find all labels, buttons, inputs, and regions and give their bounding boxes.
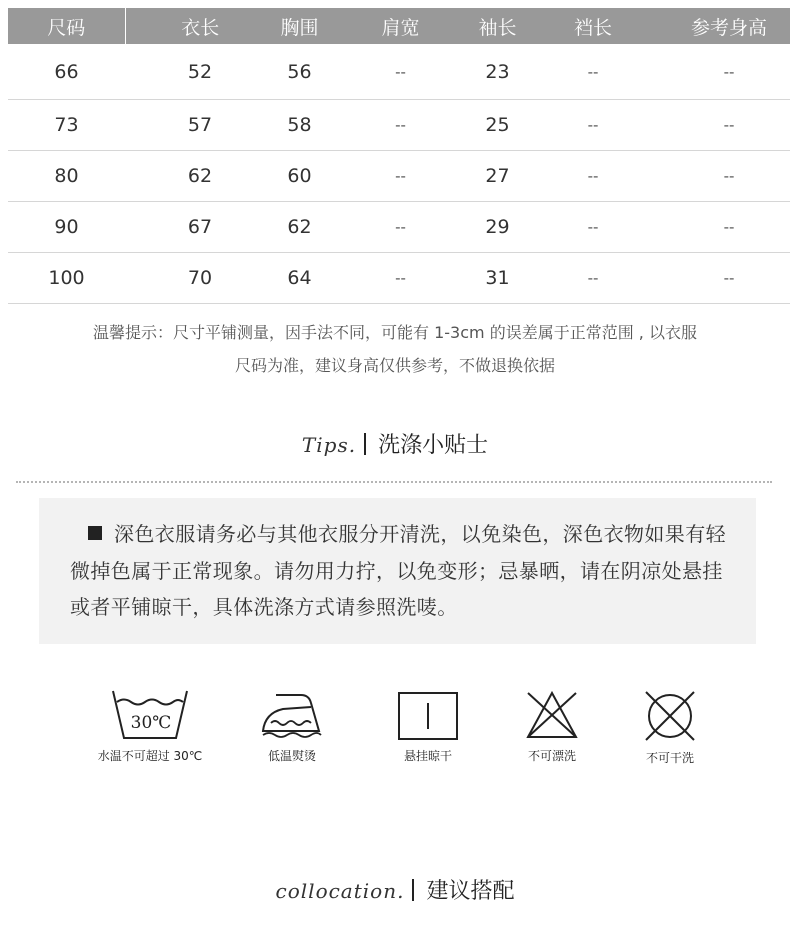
- table-cell: 57: [125, 100, 275, 151]
- table-cell: 62: [125, 151, 275, 202]
- table-cell: 67: [125, 202, 275, 253]
- header-height: 参考身高: [690, 16, 767, 39]
- table-cell: 100: [8, 253, 125, 304]
- wash-temp-text: 30℃: [130, 713, 172, 733]
- table-cell: --: [668, 202, 790, 253]
- size-table: [8, 8, 790, 304]
- table-cell: --: [324, 202, 477, 253]
- table-cell: 70: [125, 253, 275, 304]
- size-note: [0, 316, 790, 382]
- table-cell: --: [324, 151, 477, 202]
- table-cell: --: [668, 253, 790, 304]
- care-icon-label: 不可漂洗: [527, 749, 576, 763]
- table-row: [8, 100, 790, 151]
- care-instructions-box: [39, 498, 756, 644]
- collocation-script-text: collocation.: [275, 879, 405, 903]
- table-cell: 23: [477, 44, 518, 100]
- header-length: 衣长: [181, 16, 220, 39]
- collocation-heading: [0, 874, 790, 905]
- care-icon-label: 水温不可超过 30℃: [97, 749, 203, 763]
- table-cell: --: [668, 100, 790, 151]
- table-cell: 90: [8, 202, 125, 253]
- table-cell: 25: [477, 100, 518, 151]
- table-cell: --: [518, 253, 668, 304]
- table-cell: 58: [275, 100, 324, 151]
- table-cell: --: [668, 44, 790, 100]
- care-icon-iron: [247, 691, 337, 764]
- size-table-header: [8, 8, 790, 44]
- table-cell: 52: [125, 44, 275, 100]
- no-dry-clean-icon: [642, 689, 698, 743]
- wash-30-icon: [111, 689, 189, 741]
- table-cell: --: [518, 151, 668, 202]
- table-cell: 56: [275, 44, 324, 100]
- care-icon-label: 不可干洗: [645, 751, 694, 765]
- table-cell: --: [324, 44, 477, 100]
- table-cell: 29: [477, 202, 518, 253]
- table-row: [8, 202, 790, 253]
- table-cell: --: [324, 253, 477, 304]
- table-cell: 73: [8, 100, 125, 151]
- header-chest: 胸围: [280, 16, 319, 39]
- heading-divider: [412, 879, 414, 901]
- table-cell: --: [518, 202, 668, 253]
- table-cell: 31: [477, 253, 518, 304]
- care-icon-bleach: [512, 689, 592, 764]
- dotted-divider: [16, 481, 772, 483]
- hang-dry-icon: [397, 691, 459, 741]
- care-icon-label: 悬挂晾干: [403, 749, 452, 763]
- table-cell: 27: [477, 151, 518, 202]
- table-cell: --: [518, 44, 668, 100]
- table-cell: --: [518, 100, 668, 151]
- table-cell: 62: [275, 202, 324, 253]
- care-icon-dryclean: [630, 689, 710, 766]
- table-cell: 66: [8, 44, 125, 100]
- collocation-title: 建议搭配: [426, 879, 515, 904]
- square-bullet-icon: [88, 526, 102, 540]
- table-cell: 60: [275, 151, 324, 202]
- size-note-line: 温馨提示：尺寸平铺测量，因手法不同，可能有 1-3cm 的误差属于正常范围 , 以衣服: [93, 323, 697, 342]
- no-bleach-icon: [524, 689, 580, 741]
- tips-heading: [0, 428, 790, 459]
- table-row: [8, 253, 790, 304]
- tips-script-text: Tips.: [301, 433, 357, 457]
- table-cell: --: [668, 151, 790, 202]
- size-note-line: 尺码为准，建议身高仅供参考，不做退换依据: [234, 356, 555, 375]
- tips-title: 洗涤小贴士: [378, 433, 489, 458]
- table-cell: --: [324, 100, 477, 151]
- header-shoulder: 肩宽: [381, 16, 420, 39]
- care-text: 深色衣服请务必与其他衣服分开清洗，以免染色，深色衣物如果有轻微掉色属于正常现象。请勿用力拧，以免变形；忌暴晒，请在阴凉处悬挂或者平铺晾干，具体洗涤方式请参照洗唛。: [70, 522, 726, 619]
- header-crotch: 裆长: [573, 16, 612, 39]
- table-cell: 64: [275, 253, 324, 304]
- header-size: 尺码: [8, 8, 125, 44]
- iron-low-icon: [261, 691, 323, 741]
- care-instructions-text: [70, 516, 734, 626]
- table-cell: 80: [8, 151, 125, 202]
- care-icon-wash: [90, 689, 210, 764]
- care-icon-label: 低温熨烫: [267, 749, 316, 763]
- care-icon-hang: [382, 691, 474, 764]
- table-row: [8, 44, 790, 100]
- header-sleeve: 袖长: [478, 16, 517, 39]
- heading-divider: [364, 433, 366, 455]
- table-row: [8, 151, 790, 202]
